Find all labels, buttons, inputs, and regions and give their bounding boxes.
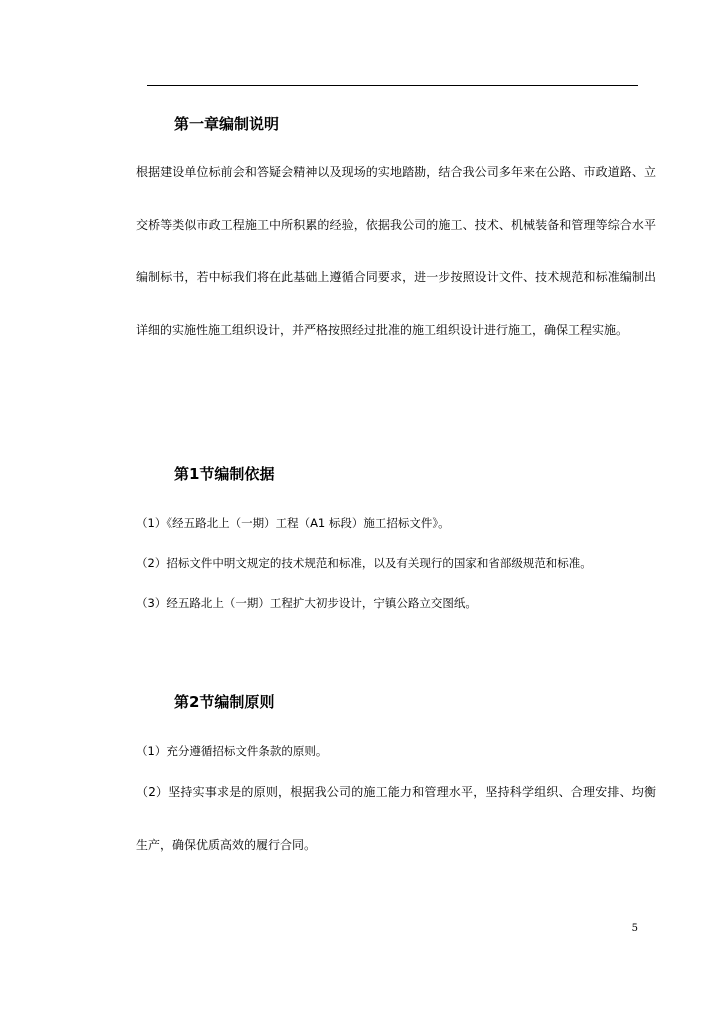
section1-item: （1）《经五路北上（一期）工程（A1 标段）施工招标文件》。 bbox=[136, 516, 450, 530]
section2-title: 第2节编制原则 bbox=[174, 693, 275, 711]
section2-item: （2）坚持实事求是的原则，根据我公司的施工能力和管理水平，坚持科学组织、合理安排、均衡生产，确保优质高效的履行合同。 bbox=[136, 785, 656, 852]
section1-item: （2）招标文件中明文规定的技术规范和标准，以及有关现行的国家和省部级规范和标准。 bbox=[136, 556, 592, 570]
page-number: 5 bbox=[631, 923, 638, 934]
section2-item: （1）充分遵循招标文件条款的原则。 bbox=[136, 744, 328, 758]
header-rule bbox=[147, 85, 638, 86]
chapter-title: 第一章编制说明 bbox=[174, 115, 280, 133]
section1-title: 第1节编制依据 bbox=[174, 465, 275, 483]
chapter-paragraph: 根据建设单位标前会和答疑会精神以及现场的实地踏勘，结合我公司多年来在公路、市政道路、立交桥等类似市政工程施工中所积累的经验，依据我公司的施工、技术、机械装备和管理等综合水平编制标书，若中标我们将在此基础上遵循合同要求，进一步按照设计文件、技术规范和标准编制出详细的实施性施工组织设计，并严格按照经过批准的施工组织设计进行施工，确保工程实施。 bbox=[136, 165, 656, 337]
section1-item: （3）经五路北上（一期）工程扩大初步设计，宁镇公路立交图纸。 bbox=[136, 596, 477, 610]
